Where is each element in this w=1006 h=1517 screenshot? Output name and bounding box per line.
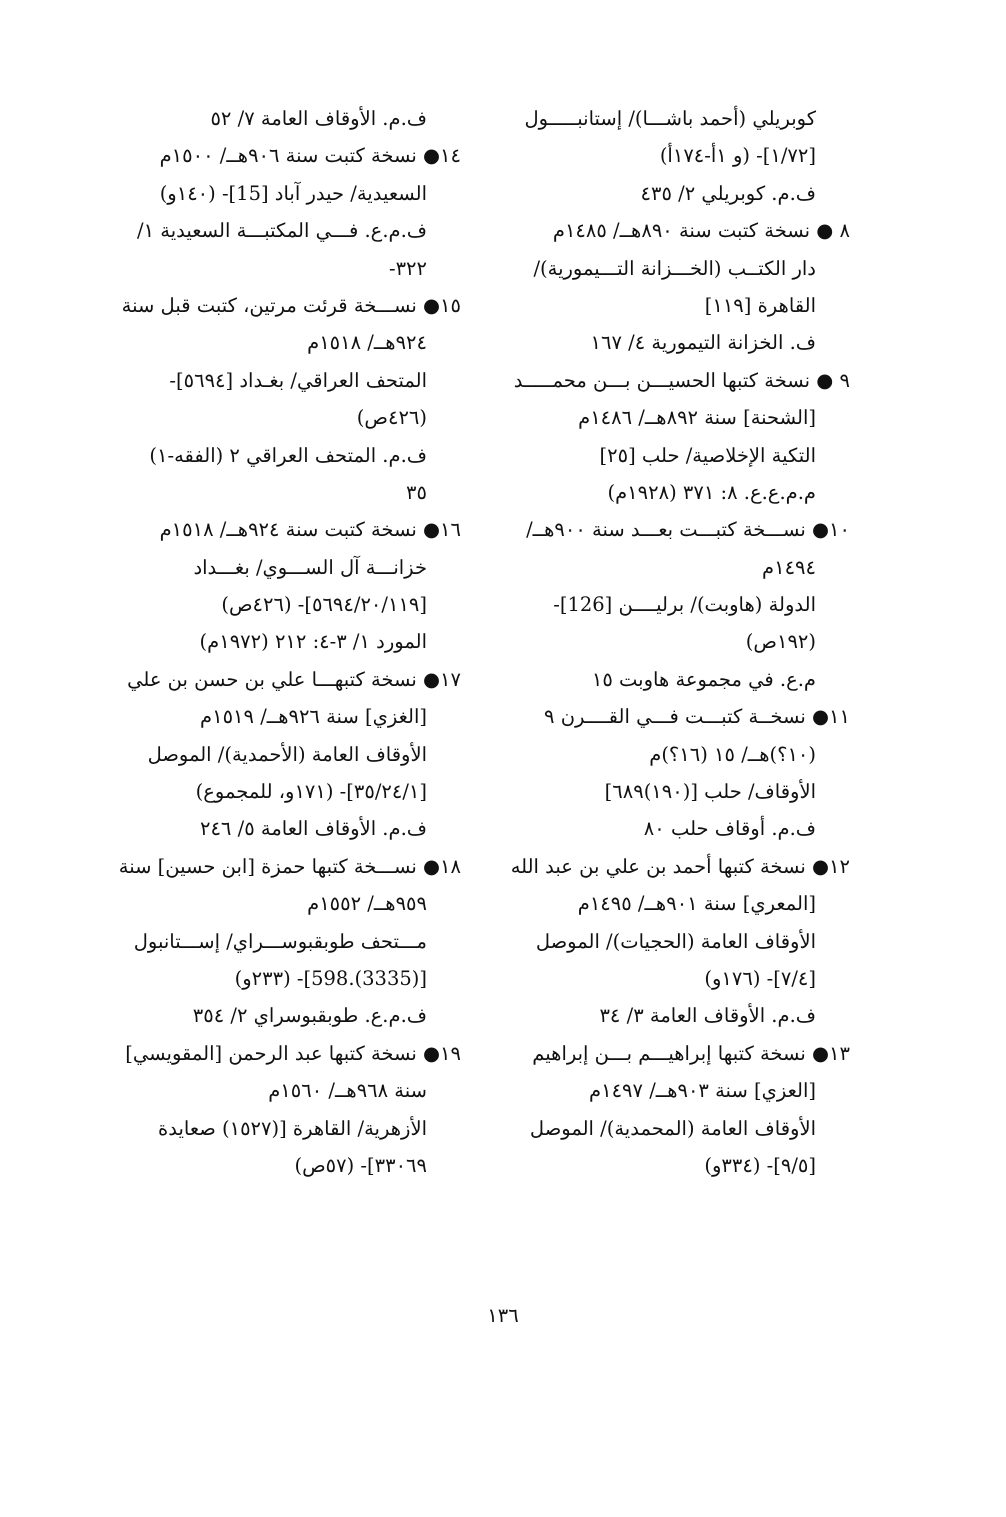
- right-column-text-line: ١٤٩٤م: [762, 555, 816, 579]
- left-column-entry-heading: ١٥● نســـخة قرئت مرتين، كتبت قبل سنة: [121, 293, 461, 317]
- right-column-entry-heading: ٨ ● نسخة كتبت سنة ٨٩٠هــ/ ١٤٨٥م: [552, 219, 850, 243]
- right-column-entry-heading: ١٣● نسخة كتبها إبراهيـــم بـــن إبراهيم: [532, 1041, 850, 1065]
- right-column-text-line: كوبريلي (أحمد باشـــا)/ إستانبـــــول: [524, 107, 816, 130]
- left-column-text-line: سنة ٩٦٨هــ/ ١٥٦٠م: [268, 1079, 427, 1103]
- right-column-text-line: [المعري] سنة ٩٠١هــ/ ١٤٩٥م: [577, 892, 816, 916]
- left-column-text-line: ف.م. المتحف العراقي ٢ (الفقه-١): [149, 443, 427, 467]
- right-column-text-line: [العزي] سنة ٩٠٣هــ/ ١٤٩٧م: [589, 1079, 816, 1103]
- right-column-text-line: [٧/٤]- (١٧٦و): [704, 966, 816, 990]
- right-column-text-line: ف.م. أوقاف حلب ٨٠: [643, 817, 816, 841]
- left-column-text-line: المورد ١/ ٣-٤: ٢١٢ (١٩٧٢م): [199, 630, 427, 654]
- right-column-entry-heading: ٩ ● نسخة كتبها الحسيـــن بـــن محمـــــد: [513, 368, 850, 392]
- right-column-text-line: (١٠؟)هــ/ ١٥ (١٦؟)م: [649, 742, 816, 766]
- right-column-text-line: ف.م. كوبريلي ٢/ ٤٣٥: [640, 181, 816, 205]
- left-column-text-line: الأوقاف العامة (الأحمدية)/ الموصل: [147, 742, 427, 766]
- left-column-entry-heading: ١٨● نســـخة كتبها حمزة [ابن حسين] سنة: [118, 854, 461, 878]
- left-column-entry-heading: ١٤● نسخة كتبت سنة ٩٠٦هــ/ ١٥٠٠م: [159, 144, 461, 168]
- left-column-text-line: المتحف العراقي/ بغـداد [٥٦٩٤]-: [169, 368, 427, 392]
- right-column-text-line: الأوقاف العامة (المحمدية)/ الموصل: [529, 1116, 816, 1140]
- right-column-entry-heading: ١٠● نســـخة كتبـــت بعـــد سنة ٩٠٠هــ/: [526, 518, 850, 542]
- left-column-text-line: [الغزي] سنة ٩٢٦هــ/ ١٥١٩م: [200, 705, 427, 729]
- left-column: [118, 100, 461, 1184]
- left-column-text-line: ف.م.ع. طوبقبوسراي ٢/ ٣٥٤: [192, 1004, 427, 1028]
- right-column-text-line: ف. الخزانة التيمورية ٤/ ١٦٧: [590, 331, 816, 355]
- right-column-entry-heading: ١٢● نسخة كتبها أحمد بن علي بن عبد الله: [510, 854, 850, 878]
- left-column-entry-heading: ١٦● نسخة كتبت سنة ٩٢٤هــ/ ١٥١٨م: [159, 518, 461, 542]
- right-column-text-line: الدولة (هاوبت)/ برليــــن [126]-: [553, 593, 816, 617]
- right-column-text-line: م.م.ع.ع. ٨: ٣٧١ (١٩٢٨م): [607, 480, 816, 504]
- left-column-text-line: ٣٢٢-: [388, 256, 427, 280]
- left-column-text-line: [٣٥/٢٤/١]- (١٧١و، للمجموع): [195, 780, 427, 804]
- right-column-text-line: (١٩٢ص): [745, 630, 816, 654]
- left-column-text-line: خزانـــة آل الســـوي/ بغـــداد: [193, 555, 427, 579]
- left-column-entry-heading: ١٧● نسخة كتبهـــا علي بن حسن بن علي: [127, 667, 461, 691]
- right-column-text-line: [٩/٥]- (٣٣٤و): [704, 1153, 816, 1177]
- page-number: ١٣٦: [487, 1304, 519, 1327]
- right-column-text-line: م.ع. في مجموعة هاوبت ١٥: [591, 667, 816, 691]
- right-column-text-line: [الشحنة] سنة ٨٩٢هــ/ ١٤٨٦م: [578, 406, 816, 430]
- right-column-entry-heading: ١١● نسخــة كتبـــت فـــي القــــرن ٩: [544, 705, 850, 729]
- left-column-text-line: الأزهرية/ القاهرة [(١٥٢٧) صعايدة: [158, 1116, 427, 1140]
- right-column: [510, 100, 850, 1184]
- right-column-text-line: دار الكتــب (الخـــزانة التـــيمورية)/: [533, 256, 816, 280]
- right-column-text-line: ف.م. الأوقاف العامة ٣/ ٣٤: [599, 1004, 816, 1028]
- right-column-text-line: [١/٧٢]- (و ١أ-١٧٤أ): [659, 144, 816, 168]
- left-column-text-line: ٩٢٤هــ/ ١٥١٨م: [307, 331, 427, 355]
- left-column-text-line: (٤٢٦ص): [356, 406, 427, 430]
- right-column-text-line: القاهرة [١١٩]: [704, 293, 816, 317]
- left-column-text-line: ف.م. الأوقاف العامة ٧/ ٥٢: [210, 107, 427, 130]
- right-column-text-line: التكية الإخلاصية/ حلب [٢٥]: [599, 443, 816, 467]
- left-column-text-line: ٣٣٠٦٩]- (٥٧ص): [294, 1153, 427, 1177]
- left-column-text-line: ٩٥٩هــ/ ١٥٥٢م: [307, 892, 427, 916]
- left-column-text-line: [٥٦٩٤/٢٠/١١٩]- (٤٢٦ص): [221, 593, 427, 617]
- left-column-text-line: مـــتحف طوبقبوســـراي/ إســـتانبول: [133, 929, 427, 953]
- left-column-entry-heading: ١٩● نسخة كتبها عبد الرحمن [المقويسي]: [125, 1041, 461, 1065]
- left-column-text-line: ف.م. الأوقاف العامة ٥/ ٢٤٦: [199, 817, 427, 841]
- left-column-text-line: ٣٥: [406, 480, 427, 504]
- left-column-text-line: السعيدية/ حيدر آباد [15]- (١٤٠و): [159, 181, 427, 205]
- right-column-text-line: الأوقاف/ حلب [(١٩٠)٦٨٩]: [604, 780, 816, 804]
- right-column-text-line: الأوقاف العامة (الحجيات)/ الموصل: [535, 929, 816, 953]
- left-column-text-line: ف.م.ع. فـــي المكتبـــة السعيدية ١/: [136, 219, 427, 243]
- left-column-text-line: [(3335).598]- (٢٣٣و): [234, 966, 427, 990]
